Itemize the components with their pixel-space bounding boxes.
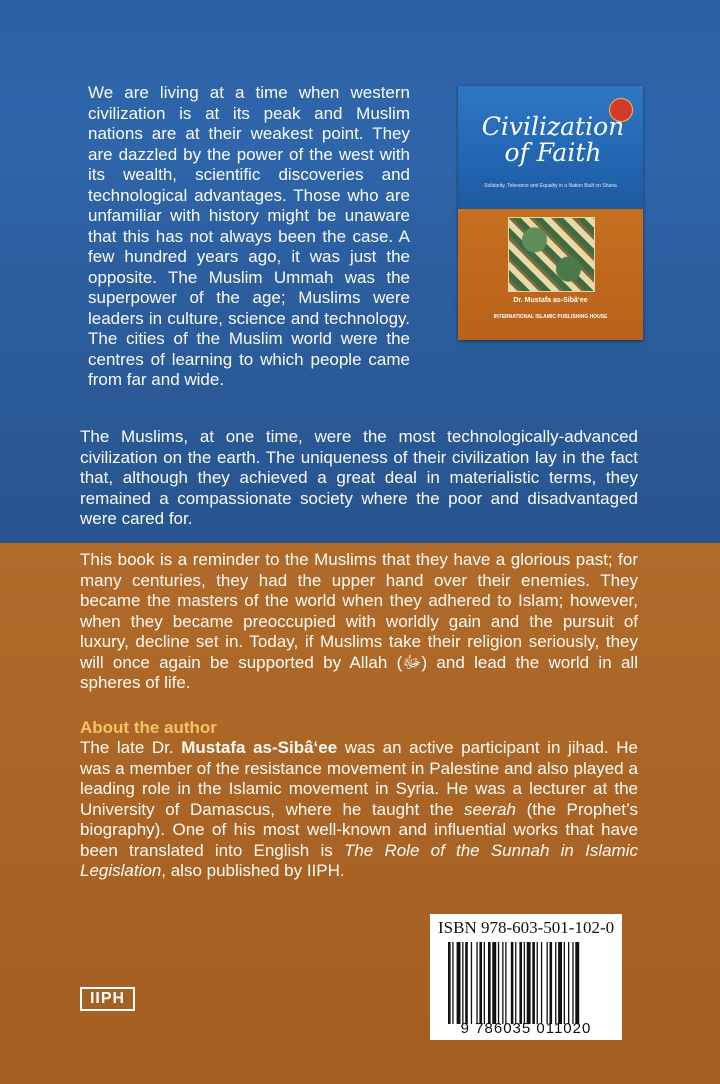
thumbnail-publisher: INTERNATIONAL ISLAMIC PUBLISHING HOUSE bbox=[493, 314, 608, 320]
thumbnail-title bbox=[478, 114, 628, 166]
thumbnail-author: Dr. Mustafa as-Sibâ‘ee bbox=[513, 297, 588, 304]
about-part-2: (the Prophet’s biography). One of his most well-known and influential works that have been translated into English is bbox=[80, 799, 638, 860]
isbn-label: ISBN 978-603-501-102-0 bbox=[438, 918, 615, 937]
intro-paragraph: We are living at a time when western civilization is at its peak and Muslim nations are at their weakest point. They are dazzled by the power of the west with its wealth, scientific discoveries and technological advantages. Those who are unfamiliar with history might be unaware that this has not always been the case. A few hundred years ago, it was just the opposite. The Muslim Ummah was the superpower of the age; Muslims were leaders in culture, science and technology. The cities of the Muslim world were the centres of learning to which people came from far and wide. bbox=[88, 83, 410, 389]
seerah-term: seerah bbox=[464, 799, 517, 819]
about-part-1: was an active participant in jihad. He was a member of the resistance movement in Palestine and also played a leading role in the Islamic movement in Syria. He was a lecturer at the University of Damascus, where he taught the bbox=[80, 738, 638, 819]
author-name: Mustafa as-Sibâ‘ee bbox=[181, 738, 338, 757]
about-intro: The late Dr. bbox=[80, 738, 182, 757]
about-author-paragraph bbox=[80, 738, 638, 882]
reminder-paragraph: This book is a reminder to the Muslims that they have a glorious past; for many centuries, they had the upper hand over their enemies. They became the masters of the world when they adhered to Islam; however, when they became preoccupied with worldly gain and the pursuit of luxury, decline set in. Today, if Muslims take their religion seriously, they will once again be supported by Allah (ﷻ) and lead the world in all spheres of life. bbox=[80, 550, 638, 692]
barcode-icon bbox=[448, 942, 616, 1024]
thumbnail-subtitle: Solidarity, Tolerance and Equality in a Nation Built on Sharia bbox=[484, 183, 617, 189]
iiph-logo: IIPH bbox=[80, 987, 135, 1011]
about-part-3: , also published by IIPH. bbox=[161, 861, 345, 880]
work-title: The Role of the Sunnah in Islamic Legislation bbox=[80, 840, 638, 880]
civilization-paragraph: The Muslims, at one time, were the most technologically-advanced civilization on the earth. The uniqueness of their civilization lay in the fact that, although they achieved a great deal in materialistic terms, they remained a compassionate society where the poor and disadvantaged were cared for. bbox=[80, 427, 638, 528]
thumbnail-title-line1: Civilization bbox=[481, 112, 625, 141]
barcode-panel bbox=[430, 914, 622, 1040]
thumbnail-title-line2: of Faith bbox=[504, 138, 602, 167]
book-cover-thumbnail bbox=[458, 86, 643, 340]
arabesque-art-icon bbox=[508, 217, 595, 292]
about-author-heading: About the author bbox=[80, 718, 217, 737]
barcode-number: 9 786035 011020 bbox=[460, 1020, 592, 1037]
